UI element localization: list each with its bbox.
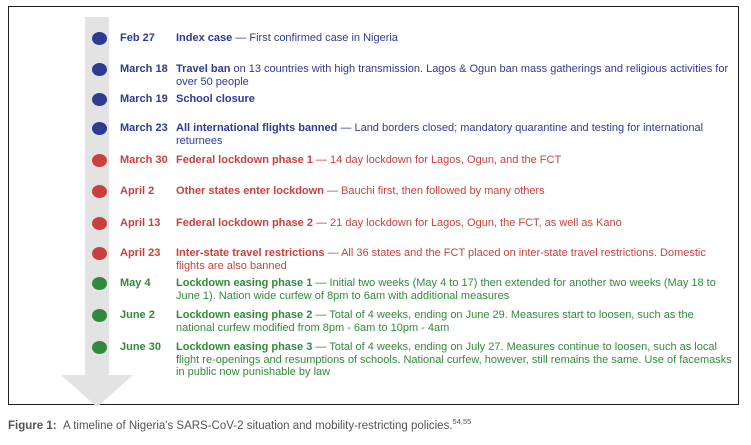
event-marker-dot-icon (92, 32, 107, 45)
figure-caption-label: Figure 1: (8, 420, 57, 432)
event-description (176, 63, 732, 88)
event-date: March 19 (120, 93, 168, 105)
figure-caption (8, 417, 472, 432)
event-description (176, 309, 732, 334)
event-date: April 23 (120, 247, 161, 259)
event-description (176, 341, 732, 379)
event-title: Inter-state travel restrictions (176, 247, 325, 259)
event-description (176, 32, 732, 45)
event-marker-dot-icon (92, 185, 107, 198)
figure-caption-references: 54,55 (452, 417, 472, 427)
event-detail: — All 36 states and the FCT placed on inter-state travel restrictions. Domestic flights are also banned (176, 247, 706, 272)
event-marker-dot-icon (92, 217, 107, 230)
event-date: March 30 (120, 154, 168, 166)
event-title: Federal lockdown phase 2 (176, 217, 313, 229)
figure-caption-text: A timeline of Nigeria's SARS-CoV-2 situation and mobility-restricting policies. (63, 420, 453, 432)
event-marker-dot-icon (92, 93, 107, 106)
event-marker-dot-icon (92, 247, 107, 260)
event-detail: — First confirmed case in Nigeria (232, 32, 398, 44)
event-date: April 2 (120, 185, 155, 197)
event-detail: — Bauchi first, then followed by many others (323, 185, 545, 197)
event-title: Index case (176, 32, 233, 44)
event-marker-dot-icon (92, 341, 107, 354)
event-description (176, 122, 732, 147)
timeline-arrow-head-icon (61, 375, 133, 407)
event-detail: — Land borders closed; mandatory quarantine and testing for international returnees (176, 122, 704, 147)
event-date: April 13 (120, 217, 161, 229)
event-title: School closure (176, 93, 255, 105)
event-title: Travel ban (176, 63, 231, 75)
event-title: All international flights banned (176, 122, 338, 134)
event-detail: — Initial two weeks (May 4 to 17) then extended for another two weeks (May 18 to June 1). Nation wide curfew of 8pm to 6am with additional measures (176, 277, 716, 302)
event-marker-dot-icon (92, 122, 107, 135)
event-title: Other states enter lockdown (176, 185, 324, 197)
event-title: Federal lockdown phase 1 (176, 154, 313, 166)
event-detail: — 21 day lockdown for Lagos, Ogun, the FCT, as well as Kano (312, 217, 622, 229)
event-date: May 4 (120, 277, 151, 289)
event-date: June 2 (120, 309, 155, 321)
event-marker-dot-icon (92, 309, 107, 322)
event-date: June 30 (120, 341, 161, 353)
event-date: Feb 27 (120, 32, 155, 44)
event-title: Lockdown easing phase 2 (176, 309, 313, 321)
event-title: Lockdown easing phase 1 (176, 277, 313, 289)
timeline-figure (8, 6, 739, 405)
event-title: Lockdown easing phase 3 (176, 341, 313, 353)
event-description (176, 185, 732, 198)
event-marker-dot-icon (92, 277, 107, 290)
event-detail: — Total of 4 weeks, ending on July 27. Measures continue to loosen, such as local flight re-openings and resumptions of schools. National curfew, however, still remains the same. Use of facemasks in public now punishable by law (176, 341, 732, 378)
event-description (176, 93, 732, 106)
event-detail: — 14 day lockdown for Lagos, Ogun, and the FCT (312, 154, 562, 166)
event-description (176, 154, 732, 167)
event-detail: on 13 countries with high transmission. Lagos & Ogun ban mass gatherings and religious activities for over 50 people (176, 63, 729, 88)
event-marker-dot-icon (92, 63, 107, 76)
event-description (176, 217, 732, 230)
event-date: March 18 (120, 63, 168, 75)
event-detail: — Total of 4 weeks, ending on June 29. Measures start to loosen, such as the national curfew modified from 8pm - 6am to 10pm - 4am (176, 309, 694, 334)
event-description (176, 277, 732, 302)
event-marker-dot-icon (92, 154, 107, 167)
event-description (176, 247, 732, 272)
event-date: March 23 (120, 122, 168, 134)
